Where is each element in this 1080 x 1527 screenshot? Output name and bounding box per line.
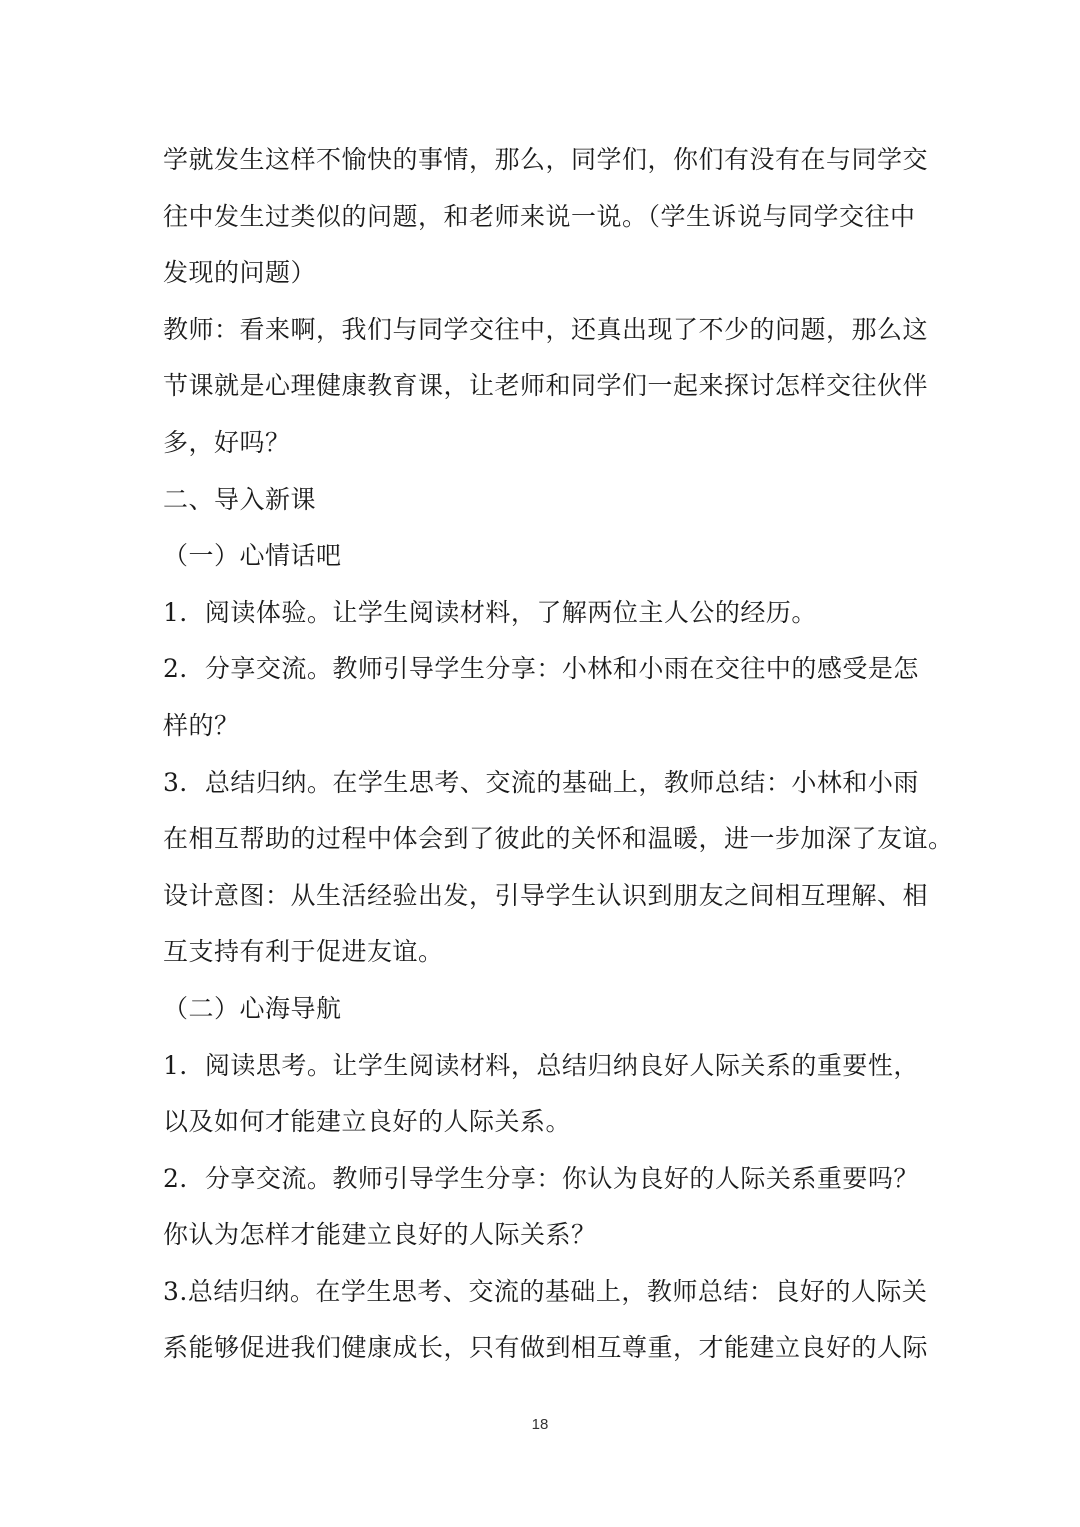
page-number: 18 bbox=[531, 1416, 549, 1433]
text-line: 在相互帮助的过程中体会到了彼此的关怀和温暖，进一步加深了友谊。 bbox=[163, 824, 954, 854]
subsection-heading: （二）心海导航 bbox=[163, 993, 342, 1023]
text-line: 3．总结归纳。在学生思考、交流的基础上，教师总结：小林和小雨 bbox=[163, 767, 919, 797]
text-line: 以及如何才能建立良好的人际关系。 bbox=[163, 1107, 572, 1137]
subsection-heading: （一）心情话吧 bbox=[163, 541, 342, 571]
document-body bbox=[163, 132, 954, 1377]
text-line: 教师：看来啊，我们与同学交往中，还真出现了不少的问题，那么这 bbox=[163, 314, 929, 344]
text-line: 你认为怎样才能建立良好的人际关系？ bbox=[163, 1220, 597, 1250]
text-line: 学就发生这样不愉快的事情，那么，同学们，你们有没有在与同学交 bbox=[163, 145, 929, 174]
text-line: 1．阅读思考。让学生阅读材料，总结归纳良好人际关系的重要性， bbox=[163, 1050, 919, 1080]
text-line: 样的？ bbox=[163, 710, 240, 740]
text-line: 互支持有利于促进友谊。 bbox=[163, 937, 444, 967]
text-line: 3.总结归纳。在学生思考、交流的基础上，教师总结：良好的人际关 bbox=[163, 1276, 928, 1306]
section-heading: 二、导入新课 bbox=[163, 484, 317, 514]
text-line: 1．阅读体验。让学生阅读材料，了解两位主人公的经历。 bbox=[163, 597, 817, 627]
text-line: 节课就是心理健康教育课，让老师和同学们一起来探讨怎样交往伙伴 bbox=[163, 371, 929, 401]
text-line: 多，好吗？ bbox=[163, 427, 291, 457]
text-line: 设计意图：从生活经验出发，引导学生认识到朋友之间相互理解、相 bbox=[163, 880, 929, 910]
text-line: 2．分享交流。教师引导学生分享：小林和小雨在交往中的感受是怎 bbox=[163, 654, 919, 684]
text-line: 系能够促进我们健康成长，只有做到相互尊重，才能建立良好的人际 bbox=[163, 1333, 929, 1363]
text-line: 2．分享交流。教师引导学生分享：你认为良好的人际关系重要吗？ bbox=[163, 1163, 919, 1193]
text-line: 往中发生过类似的问题，和老师来说一说。（学生诉说与同学交往中 bbox=[163, 201, 916, 231]
text-line: 发现的问题） bbox=[163, 258, 317, 288]
